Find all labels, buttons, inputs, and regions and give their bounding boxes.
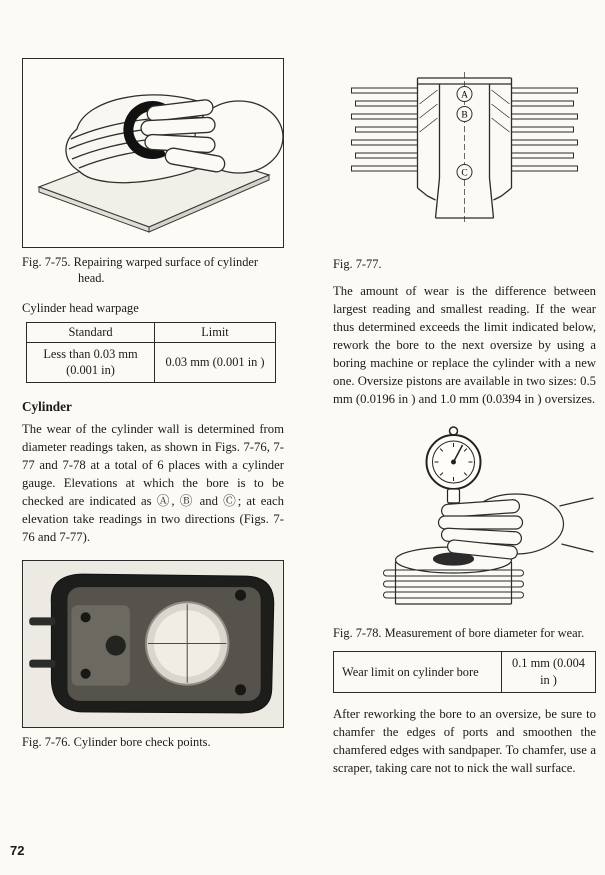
fig-7-75-drawing [23, 59, 283, 247]
fig-7-75-frame [22, 58, 284, 248]
fig-7-76-frame [22, 560, 284, 728]
marker-a-label: A [461, 90, 468, 101]
hand-icon [439, 494, 594, 560]
left-column [22, 58, 284, 750]
chamfer-paragraph: After reworking the bore to an oversize, be sure to chamfer the edges of ports and smoothen the chamfered edges with sandpaper. To chamfer, use a scraper, taking care not to nick the wall surface. [333, 706, 596, 776]
fig-7-76-photo [23, 561, 283, 727]
fig-7-78-caption: Fig. 7-78. Measurement of bore diameter for wear. [333, 626, 585, 641]
col-standard: Standard [27, 323, 155, 343]
standard-value: Less than 0.03 mm (0.001 in) [27, 343, 155, 382]
fig-7-75-caption: Fig. 7-75. Repairing warped surface of cylinder head. [22, 255, 259, 286]
cylinder-paragraph: The wear of the cylinder wall is determined from diameter readings taken, as shown in Figs. 7-76, 7-77 and 7-78 at a total of 6 places with a cylinder gauge. Elevations at which the bore is to be checked are indicated as Ⓐ, Ⓑ and Ⓒ; at each elevation take readings in two directions (Figs. 7-76 and 7-77). [22, 421, 284, 544]
wear-limit-table [333, 651, 596, 692]
table-row [27, 323, 276, 343]
limit-value: 0.03 mm (0.001 in ) [155, 343, 276, 382]
wear-limit-value: 0.1 mm (0.004 in ) [502, 652, 596, 692]
fig-7-77-drawing [333, 60, 596, 245]
marker-c-label: C [461, 168, 468, 179]
fig-7-78-drawing [333, 422, 596, 614]
warpage-table [26, 322, 276, 382]
cylinder-heading: Cylinder [22, 398, 72, 414]
col-limit: Limit [155, 323, 276, 343]
marker-b-label: B [461, 110, 468, 121]
wear-limit-label: Wear limit on cylinder bore [334, 652, 502, 692]
cylinder-top-view [29, 574, 274, 713]
elevation-markers [457, 87, 472, 180]
warpage-label: Cylinder head warpage [22, 301, 139, 316]
table-row [27, 343, 276, 382]
page-number: 72 [10, 843, 25, 858]
wear-paragraph: The amount of wear is the difference between largest reading and smallest reading. If the wear thus determined exceeds the limit indicated below, rework the bore to the next oversize by using a boring machine or replace the cylinder with a new one. Oversize pistons are available in two sizes: 0.5 mm (0.0196 in ) and 1.0 mm (0.0394 in ) oversizes. [333, 284, 596, 407]
fig-7-76-caption: Fig. 7-76. Cylinder bore check points. [22, 734, 211, 749]
table-row [334, 652, 596, 692]
right-column [333, 60, 596, 777]
fig-7-77-caption: Fig. 7-77. [333, 257, 382, 271]
